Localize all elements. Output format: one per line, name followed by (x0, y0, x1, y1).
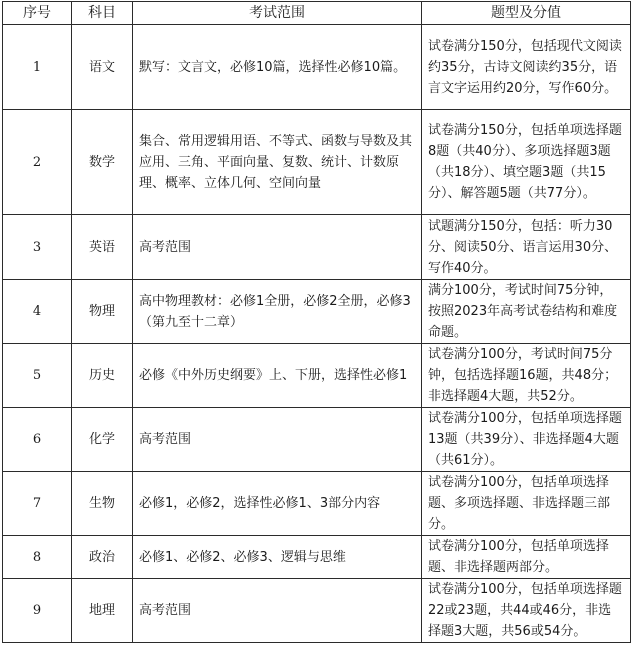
table-header-row (3, 2, 631, 25)
row-number: 5 (3, 344, 72, 408)
table-row (3, 408, 631, 472)
row-format: 试卷满分100分，考试时间75分钟，包括选择题16题，共48分；非选择题4大题，共52分。 (422, 344, 631, 408)
row-subject: 地理 (72, 579, 133, 643)
row-subject: 语文 (72, 25, 133, 110)
row-scope: 必修1，必修2，选择性必修1、3部分内容 (133, 472, 422, 536)
table-row (3, 579, 631, 643)
row-format: 试卷满分100分，包括单项选择题、非选择题两部分。 (422, 536, 631, 579)
table-row (3, 344, 631, 408)
row-format: 满分100分，考试时间75分钟，按照2023年高考试卷结构和难度命题。 (422, 280, 631, 344)
table-row (3, 215, 631, 280)
table-row (3, 280, 631, 344)
row-format: 试卷满分150分，包括现代文阅读约35分，古诗文阅读约35分，语言文字运用约20分，写作60分。 (422, 25, 631, 110)
row-subject: 数学 (72, 110, 133, 215)
header-scope: 考试范围 (133, 2, 422, 25)
row-number: 1 (3, 25, 72, 110)
row-scope: 集合、常用逻辑用语、不等式、函数与导数及其应用、三角、平面向量、复数、统计、计数原理、概率、立体几何、空间向量 (133, 110, 422, 215)
row-subject: 英语 (72, 215, 133, 280)
row-number: 8 (3, 536, 72, 579)
row-scope: 必修《中外历史纲要》上、下册，选择性必修1 (133, 344, 422, 408)
row-number: 2 (3, 110, 72, 215)
header-number: 序号 (3, 2, 72, 25)
row-format: 试题满分150分，包括：听力30分、阅读50分、语言运用30分、写作40分。 (422, 215, 631, 280)
row-scope: 高考范围 (133, 215, 422, 280)
row-number: 3 (3, 215, 72, 280)
table-row (3, 110, 631, 215)
row-scope: 高中物理教材：必修1全册，必修2全册，必修3（第九至十二章） (133, 280, 422, 344)
row-format: 试卷满分100分，包括单项选择题、多项选择题、非选择题三部分。 (422, 472, 631, 536)
table-row (3, 472, 631, 536)
row-scope: 高考范围 (133, 579, 422, 643)
row-format: 试卷满分150分，包括单项选择题8题（共40分）、多项选择题3题（共18分）、填空题3题（共15分）、解答题5题（共77分）。 (422, 110, 631, 215)
row-subject: 政治 (72, 536, 133, 579)
row-number: 6 (3, 408, 72, 472)
row-scope: 高考范围 (133, 408, 422, 472)
row-format: 试卷满分100分，包括单项选择题22或23题，共44或46分，非选择题3大题，共56或54分。 (422, 579, 631, 643)
header-subject: 科目 (72, 2, 133, 25)
row-subject: 历史 (72, 344, 133, 408)
table-row (3, 536, 631, 579)
header-format: 题型及分值 (422, 2, 631, 25)
row-subject: 物理 (72, 280, 133, 344)
exam-scope-table (2, 1, 631, 643)
row-subject: 生物 (72, 472, 133, 536)
row-subject: 化学 (72, 408, 133, 472)
row-format: 试卷满分100分，包括单项选择题13题（共39分）、非选择题4大题（共61分）。 (422, 408, 631, 472)
row-scope: 默写：文言文，必修10篇，选择性必修10篇。 (133, 25, 422, 110)
table-row (3, 25, 631, 110)
row-number: 4 (3, 280, 72, 344)
row-number: 7 (3, 472, 72, 536)
row-number: 9 (3, 579, 72, 643)
row-scope: 必修1、必修2、必修3、逻辑与思维 (133, 536, 422, 579)
